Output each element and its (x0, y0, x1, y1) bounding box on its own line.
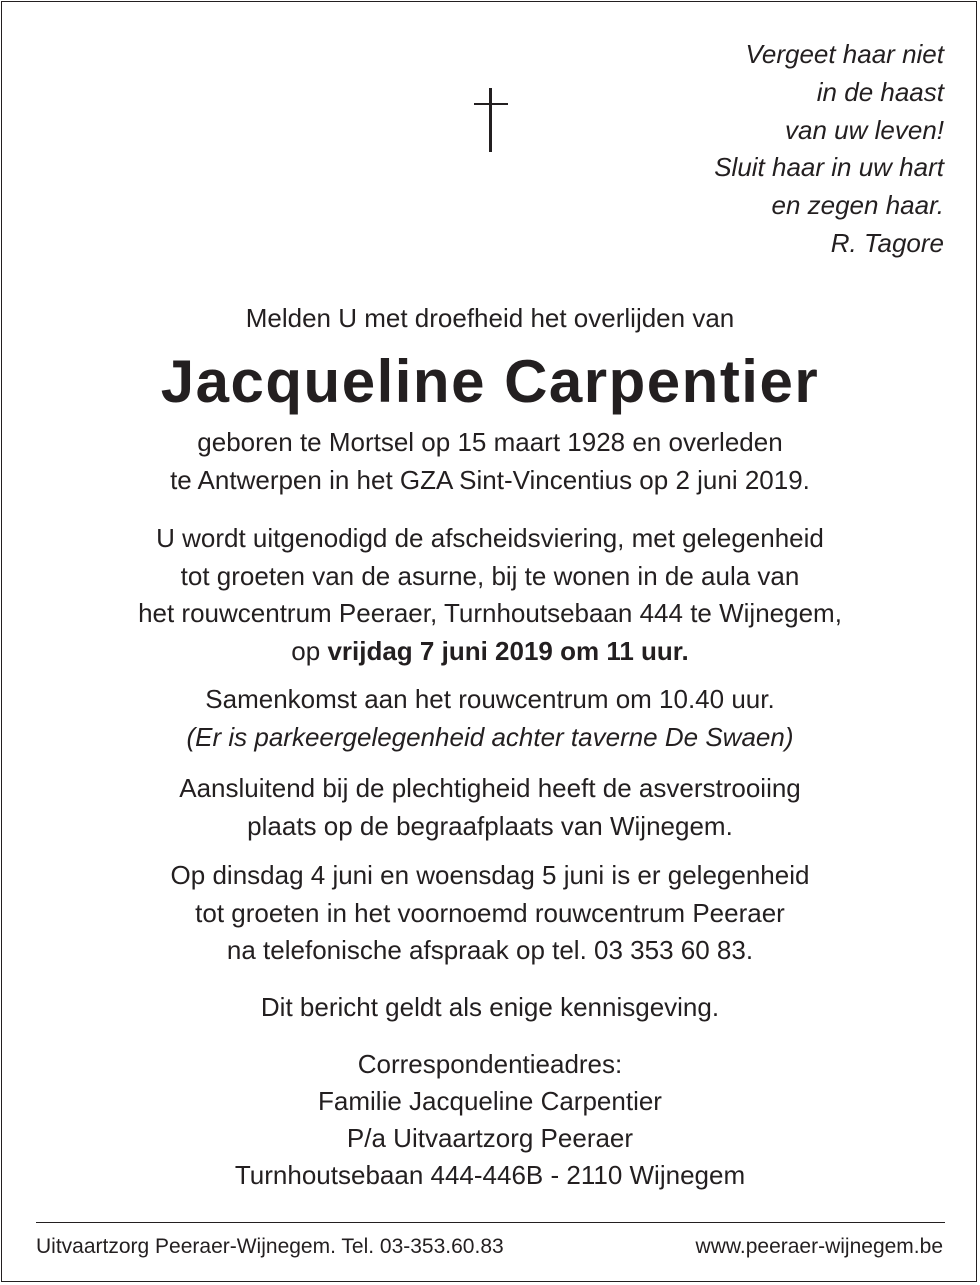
visitation-line: Op dinsdag 4 juni en woensdag 5 juni is er gelegenheid (170, 860, 810, 890)
footer-undertaker: Uitvaartzorg Peeraer-Wijnegem. Tel. 03-353.60.83 (36, 1235, 504, 1258)
poem-line: Sluit haar in uw hart (714, 152, 944, 183)
birth-line: geboren te Mortsel op 15 maart 1928 en overleden (197, 427, 783, 457)
parking-note: (Er is parkeergelegenheid achter taverne De Swaen) (186, 721, 794, 752)
ceremony-date-prefix: op (291, 635, 321, 666)
deceased-name: Jacqueline Carpentier (160, 348, 820, 415)
intro-text: Melden U met droefheid het overlijden van (245, 303, 735, 333)
ceremony-line: het rouwcentrum Peeraer, Turnhoutsebaan 444 te Wijnegem, (138, 598, 842, 629)
poem-author: R. Tagore (830, 227, 944, 258)
correspondence-address (0, 1046, 980, 1194)
notice-text: Dit bericht geldt als enige kennisgeving. (260, 992, 720, 1022)
poem-quote (714, 36, 944, 263)
cross-icon (474, 88, 508, 152)
gathering-line: Samenkomst aan het rouwcentrum om 10.40 uur. (205, 684, 775, 714)
footer-divider (36, 1222, 945, 1223)
visitation-line: tot groeten in het voornoemd rouwcentrum Peeraer (195, 897, 785, 928)
ceremony-line: tot groeten van de asurne, bij te wonen in de aula van (180, 560, 800, 591)
scattering-info (0, 770, 980, 845)
ceremony-invitation (0, 520, 980, 670)
scattering-line: Aansluitend bij de plechtigheid heeft de asverstrooiing (179, 773, 801, 803)
poem-line: in de haast (816, 76, 944, 107)
footer-website: www.peeraer-wijnegem.be (695, 1235, 943, 1258)
poem-line: Vergeet haar niet (745, 39, 944, 69)
ceremony-date: vrijdag 7 juni 2019 om 11 uur. (327, 635, 689, 666)
ceremony-line: U wordt uitgenodigd de afscheidsviering, met gelegenheid (156, 523, 824, 553)
death-line: te Antwerpen in het GZA Sint-Vincentius op 2 juni 2019. (170, 464, 810, 495)
correspondence-line: P/a Uitvaartzorg Peeraer (346, 1123, 634, 1153)
correspondence-line: Turnhoutsebaan 444-446B - 2110 Wijnegem (234, 1160, 746, 1190)
birth-death-details (0, 424, 980, 499)
correspondence-line: Familie Jacqueline Carpentier (318, 1086, 662, 1116)
correspondence-heading: Correspondentieadres: (357, 1049, 623, 1079)
gathering-info (0, 681, 980, 756)
poem-line: van uw leven! (785, 114, 944, 145)
poem-line: en zegen haar. (771, 190, 944, 221)
visitation-info (0, 857, 980, 970)
scattering-line: plaats op de begraafplaats van Wijnegem. (247, 810, 733, 841)
ceremony-date-line (0, 633, 980, 671)
visitation-line: na telefonische afspraak op tel. 03 353 60 83. (226, 935, 754, 966)
